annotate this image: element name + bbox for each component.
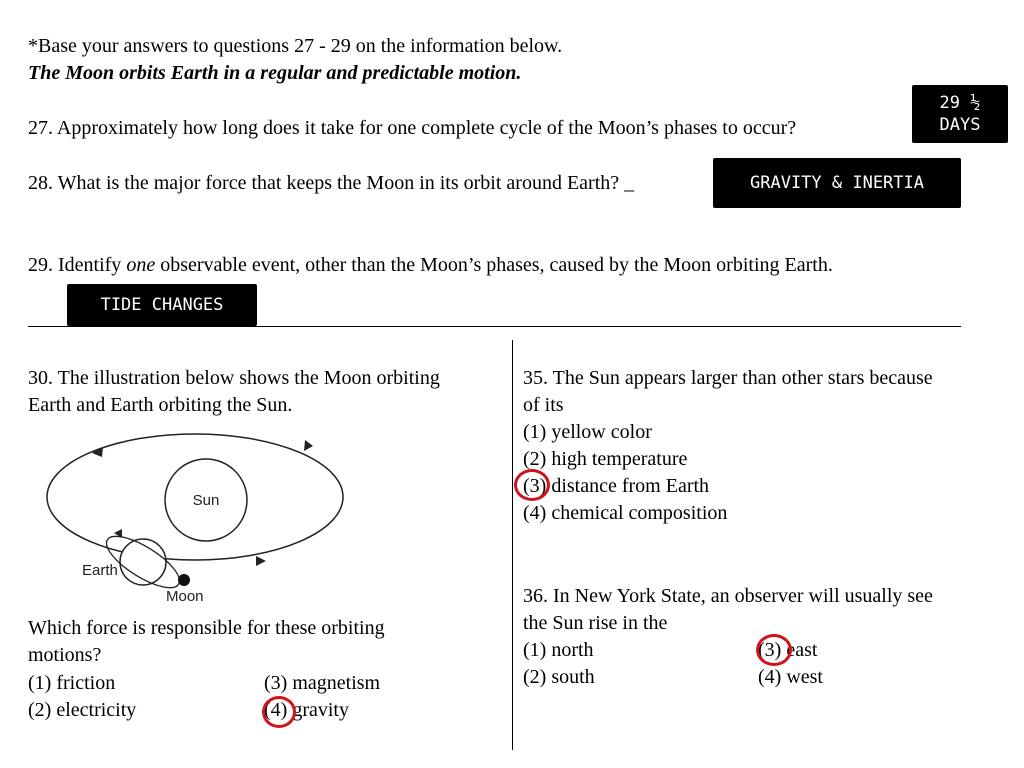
question-28-answer-box: GRAVITY & INERTIA [713, 158, 961, 208]
earth-circle [120, 539, 166, 585]
answer-underline [28, 326, 961, 327]
sun-label: Sun [192, 492, 220, 509]
question-28-text: 28. What is the major force that keeps the Moon in its orbit around Earth? _ [28, 172, 635, 194]
question-36-selection-circle [756, 634, 792, 666]
question-36-text-line2: the Sun rise in the [523, 612, 668, 634]
question-29-text-after: observable event, other than the Moon’s phases, caused by the Moon orbiting Earth. [155, 254, 833, 276]
question-36-choice-1[interactable]: (1) north [523, 639, 594, 661]
question-36-choice-4[interactable]: (4) west [758, 666, 823, 688]
question-29-text-before: 29. Identify [28, 254, 127, 276]
question-30-selection-circle [262, 696, 296, 728]
question-30-choice-3[interactable]: (3) magnetism [264, 672, 381, 694]
question-36-choice-3[interactable]: (3) east [758, 639, 818, 661]
orbit-arrow-icon [256, 556, 266, 566]
question-30-text-line1: 30. The illustration below shows the Moon orbiting [28, 367, 440, 389]
question-29-text [28, 252, 833, 279]
question-35-text-line2: of its [523, 394, 564, 416]
statement-text: The Moon orbits Earth in a regular and predictable motion. [28, 62, 522, 84]
instruction-text: *Base your answers to questions 27 - 29 on the information below. [28, 35, 563, 57]
question-30-prompt-line2: motions? [28, 644, 102, 666]
column-divider [512, 340, 513, 750]
question-27-text: 27. Approximately how long does it take for one complete cycle of the Moon’s phases to occur? [28, 117, 797, 139]
question-36-choice-2[interactable]: (2) south [523, 666, 595, 688]
question-30-choice-2[interactable]: (2) electricity [28, 699, 137, 721]
moon-label: Moon [166, 588, 204, 605]
orbit-arrow-icon [92, 447, 103, 457]
question-30-choice-1[interactable]: (1) friction [28, 672, 116, 694]
question-27-answer-line2: DAYS [939, 115, 981, 135]
question-35-selection-circle [514, 469, 550, 501]
question-30-choice-4[interactable]: (4) gravity [264, 699, 349, 721]
moon-dot [178, 574, 190, 586]
question-36-text-line1: 36. In New York State, an observer will usually see [523, 585, 933, 607]
question-27-answer-box [912, 85, 1008, 143]
question-29-answer-box: TIDE CHANGES [67, 284, 257, 326]
question-30-prompt-line1: Which force is responsible for these orbiting [28, 617, 385, 639]
question-35-choice-2[interactable]: (2) high temperature [523, 448, 688, 470]
orbit-diagram [30, 425, 360, 610]
question-35-choice-3[interactable]: (3) distance from Earth [523, 475, 710, 497]
question-30-text-line2: Earth and Earth orbiting the Sun. [28, 394, 293, 416]
question-27-answer-line1: 29 ½ [939, 93, 981, 113]
question-35-choice-1[interactable]: (1) yellow color [523, 421, 652, 443]
question-29-emphasis: one [126, 254, 156, 276]
question-35-text-line1: 35. The Sun appears larger than other stars because [523, 367, 933, 389]
earth-label: Earth [82, 562, 118, 579]
orbit-arrow-icon [304, 440, 313, 451]
question-35-choice-4[interactable]: (4) chemical composition [523, 502, 728, 524]
